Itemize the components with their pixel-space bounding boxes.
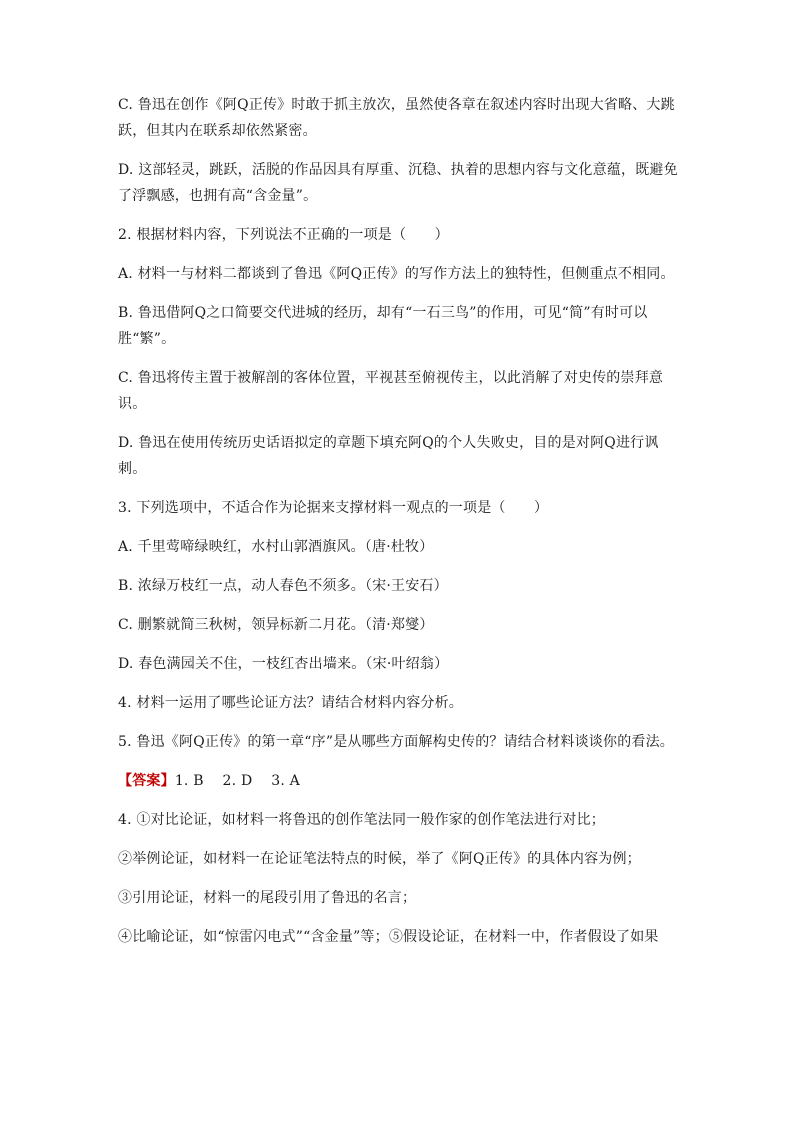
q2-option-a: A. 材料一与材料二都谈到了鲁迅《阿Q正传》的写作方法上的独特性，但侧重点不相同。	[118, 266, 675, 282]
answer-4-line-1: 4. ①对比论证，如材料一将鲁迅的创作笔法同一般作家的创作笔法进行对比；	[118, 812, 606, 828]
q3-option-c: C. 删繁就简三秋树，领异标新二月花。（清·郑燮）	[118, 617, 434, 633]
q3-stem: 3. 下列选项中，不适合作为论据来支撑材料一观点的一项是（ ）	[118, 500, 549, 516]
q3-option-b: B. 浓绿万枝红一点，动人春色不须多。（宋·王安石）	[118, 578, 448, 594]
answer-label: 【答案】	[118, 773, 175, 789]
q5-stem: 5. 鲁迅《阿Q正传》的第一章“序”是从哪些方面解构史传的？请结合材料谈谈你的看法。	[118, 734, 674, 750]
document-page	[118, 92, 684, 963]
q3-option-a: A. 千里莺啼绿映红，水村山郭酒旗风。（唐·杜牧）	[118, 539, 434, 555]
q1-option-c: C. 鲁迅在创作《阿Q正传》时敢于抓主放次，虽然使各章在叙述内容时出现大省略、大跳跃，但其内在联系却依然紧密。	[118, 97, 675, 139]
q2-option-c: C. 鲁迅将传主置于被解剖的客体位置，平视甚至俯视传主，以此消解了对史传的崇拜意识。	[118, 370, 664, 412]
q2-option-b: B. 鲁迅借阿Q之口简要交代进城的经历，却有“一石三鸟”的作用，可见“简”有时可以胜“繁”。	[118, 305, 648, 347]
q3-option-d: D. 春色满园关不住，一枝红杏出墙来。（宋·叶绍翁）	[118, 656, 449, 672]
q4-stem: 4. 材料一运用了哪些论证方法？请结合材料内容分析。	[118, 695, 464, 711]
answer-4-line-3: ③引用论证，材料一的尾段引用了鲁迅的名言；	[118, 890, 417, 906]
q1-option-d: D. 这部轻灵，跳跃，活脱的作品因具有厚重、沉稳、执着的思想内容与文化意蕴，既避免了浮飘感，也拥有高“含金量”。	[118, 162, 678, 204]
q2-option-d: D. 鲁迅在使用传统历史话语拟定的章题下填充阿Q的个人失败史，目的是对阿Q进行讽刺。	[118, 435, 659, 477]
answer-4-line-2: ②举例论证，如材料一在论证笔法特点的时候，举了《阿Q正传》的具体内容为例；	[118, 851, 641, 867]
q2-stem: 2. 根据材料内容，下列说法不正确的一项是（ ）	[118, 227, 449, 243]
answer-text: 1. B 2. D 3. A	[174, 773, 300, 789]
answer-4-line-4: ④比喻论证，如“惊雷闪电式”“含金量”等；⑤假设论证，在材料一中，作者假设了如果	[118, 929, 659, 945]
answer-line	[118, 768, 684, 794]
